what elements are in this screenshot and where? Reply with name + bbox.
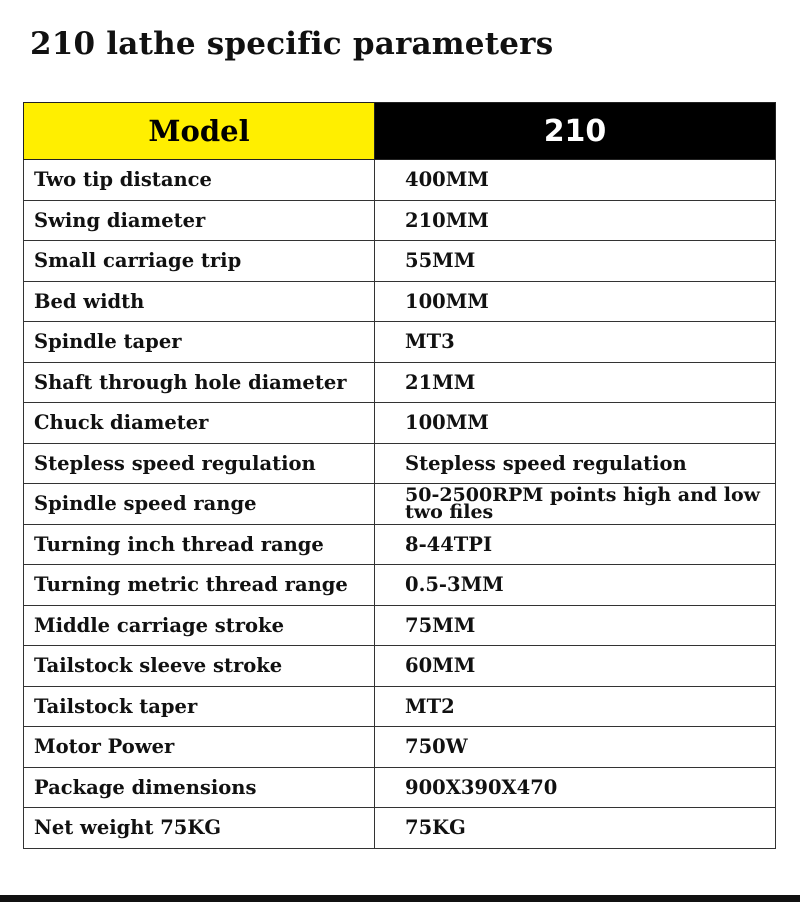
- table-row: [24, 565, 776, 606]
- row-value: MT2: [375, 686, 776, 727]
- table-row: [24, 524, 776, 565]
- row-value: 100MM: [375, 403, 776, 444]
- row-value: 750W: [375, 727, 776, 768]
- table-row: [24, 200, 776, 241]
- row-label: Tailstock sleeve stroke: [24, 646, 375, 687]
- row-value: 75MM: [375, 605, 776, 646]
- table-row: [24, 322, 776, 363]
- row-label: Motor Power: [24, 727, 375, 768]
- page-title: 210 lathe specific parameters: [30, 26, 554, 62]
- row-value: 210MM: [375, 200, 776, 241]
- row-label: Tailstock taper: [24, 686, 375, 727]
- table-row: [24, 160, 776, 201]
- table-row: [24, 727, 776, 768]
- row-value: 75KG: [375, 808, 776, 849]
- row-value: 400MM: [375, 160, 776, 201]
- row-value: 100MM: [375, 281, 776, 322]
- table-row: [24, 767, 776, 808]
- row-value: 60MM: [375, 646, 776, 687]
- row-label: Net weight 75KG: [24, 808, 375, 849]
- table-row: [24, 443, 776, 484]
- table-header-row: [24, 103, 776, 160]
- header-value: 210: [375, 103, 776, 160]
- row-label: Spindle speed range: [24, 484, 375, 525]
- table-row: [24, 281, 776, 322]
- table-row: [24, 808, 776, 849]
- table-row: [24, 605, 776, 646]
- table-row: [24, 362, 776, 403]
- row-value: 900X390X470: [375, 767, 776, 808]
- table-row: [24, 686, 776, 727]
- table-row: [24, 241, 776, 282]
- row-label: Small carriage trip: [24, 241, 375, 282]
- row-value: Stepless speed regulation: [375, 443, 776, 484]
- row-label: Spindle taper: [24, 322, 375, 363]
- row-label: Chuck diameter: [24, 403, 375, 444]
- table-row: [24, 484, 776, 525]
- row-label: Swing diameter: [24, 200, 375, 241]
- bottom-rule: [0, 895, 800, 902]
- row-label: Middle carriage stroke: [24, 605, 375, 646]
- row-label: Package dimensions: [24, 767, 375, 808]
- header-label: Model: [24, 103, 375, 160]
- table-row: [24, 403, 776, 444]
- table-row: [24, 646, 776, 687]
- row-value: 55MM: [375, 241, 776, 282]
- row-value: 0.5-3MM: [375, 565, 776, 606]
- row-label: Turning metric thread range: [24, 565, 375, 606]
- row-value: MT3: [375, 322, 776, 363]
- row-value: 8-44TPI: [375, 524, 776, 565]
- row-label: Two tip distance: [24, 160, 375, 201]
- row-label: Shaft through hole diameter: [24, 362, 375, 403]
- row-label: Bed width: [24, 281, 375, 322]
- row-label: Stepless speed regulation: [24, 443, 375, 484]
- row-value: 21MM: [375, 362, 776, 403]
- row-label: Turning inch thread range: [24, 524, 375, 565]
- row-value: 50-2500RPM points high and low two files: [375, 484, 776, 525]
- spec-table: [23, 102, 776, 849]
